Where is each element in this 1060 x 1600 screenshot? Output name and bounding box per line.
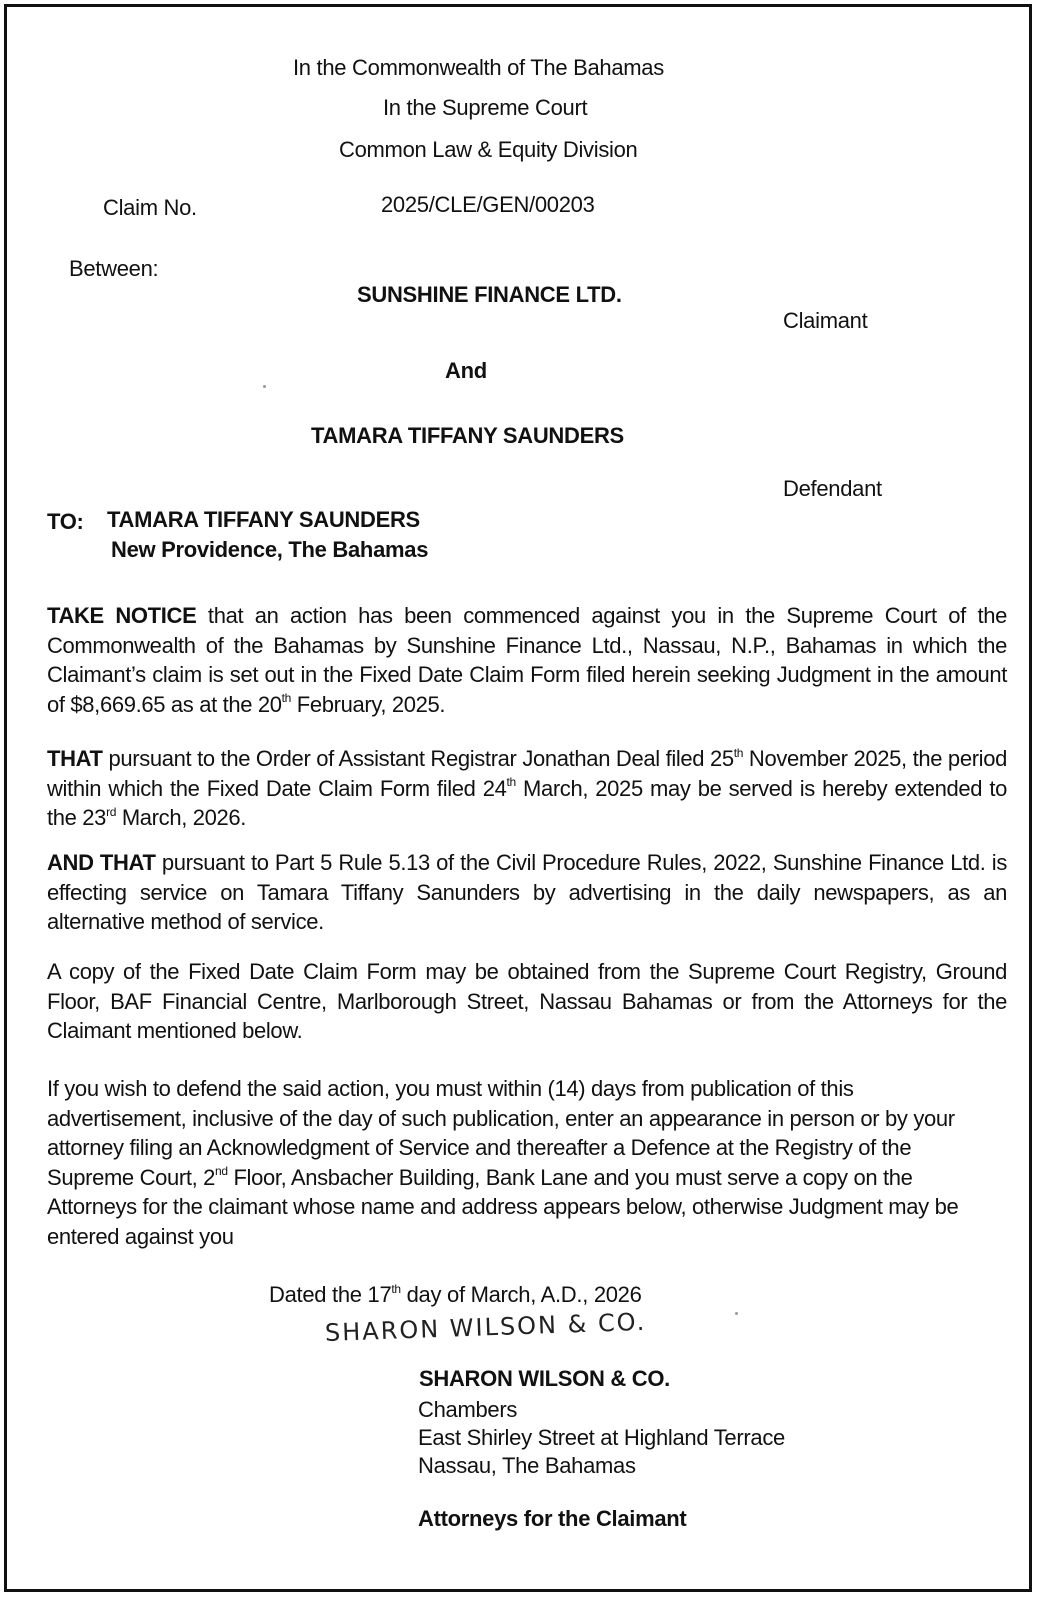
defend-action-paragraph [47,1074,977,1251]
ordinal-suffix: th [391,1281,401,1296]
ordinal-suffix: rd [106,804,117,819]
that-text-b: November 2025, the period within which the Fixed Date Claim Form filed 24 [47,746,1007,801]
ordinal-suffix: th [506,775,516,790]
copy-availability-paragraph: A copy of the Fixed Date Claim Form may be obtained from the Supreme Court Registry, Ground Floor, BAF Financial Centre, Marlborough Street, Nassau Bahamas or from the Attorneys for the Claimant mentioned below. [47,959,1007,1043]
that-lead: THAT [47,746,103,771]
ordinal-suffix: th [281,691,291,706]
claim-number-value: 2025/CLE/GEN/00203 [381,192,595,217]
take-notice-lead: TAKE NOTICE [47,603,197,628]
claim-number-label: Claim No. [103,195,197,220]
dated-text-b: day of March, A.D., 2026 [400,1282,642,1307]
to-label: TO: [47,509,84,534]
defend-text-b: Floor, Ansbacher Building, Bank Lane and you must serve a copy on the Attorneys for the claimant whose name and address appears below, otherwise Judgment may be entered against you [47,1164,959,1249]
court-header-line-1: In the Commonwealth of The Bahamas [293,55,664,80]
scan-speck [263,385,266,388]
attorneys-role: Attorneys for the Claimant [418,1506,687,1531]
legal-notice-page [4,4,1032,1592]
defendant-name: TAMARA TIFFANY SAUNDERS [311,423,624,448]
firm-address-line-3: Nassau, The Bahamas [418,1453,636,1478]
and-label: And [445,358,487,383]
scan-speck [735,1312,738,1315]
and-that-lead: AND THAT [47,850,156,875]
court-header-line-2: In the Supreme Court [383,95,588,120]
that-text-a: pursuant to the Order of Assistant Registrar Jonathan Deal filed 25 [102,746,734,771]
and-that-text: pursuant to Part 5 Rule 5.13 of the Civil Procedure Rules, 2022, Sunshine Finance Ltd. is effecting service on Tamara Tiffany Sanunders by advertising in the daily newspapers, as an alternative method of service. [47,850,1007,934]
claimant-name: SUNSHINE FINANCE LTD. [357,282,622,307]
ordinal-suffix: nd [215,1164,228,1179]
firm-name: SHARON WILSON & CO. [419,1366,670,1391]
take-notice-text: that an action has been commenced against you in the Supreme Court of the Commonwealth of the Bahamas by Sunshine Finance Ltd., Nassau, N.P., Bahamas in which the Claimant’s claim is set out in the Fixed Date Claim Form filed herein seeking Judgment in the amount of $8,669.65 as at the 20 [47,603,1007,717]
defend-text-a: If you wish to defend the said action, you must within (14) days from publication of this advertisement, inclusive of the day of such publication, enter an appearance in person or by your attorney filing an Acknowledgment of Service and thereafter a Defence at the Registry of the Supreme Court, 2 [47,1076,955,1190]
addressee-name: TAMARA TIFFANY SAUNDERS [107,507,420,532]
take-notice-text-end: February, 2025. [290,691,446,717]
and-that-paragraph [47,848,1007,937]
court-header-line-3: Common Law & Equity Division [339,137,638,162]
addressee-location: New Providence, The Bahamas [111,537,429,562]
claimant-role: Claimant [783,308,868,333]
dated-line [269,1282,642,1308]
take-notice-paragraph [47,601,1007,719]
that-text-d: March, 2026. [116,805,247,830]
between-label: Between: [69,256,159,281]
ordinal-suffix: th [733,745,744,760]
that-paragraph [47,744,1007,833]
handwritten-signature: SHARON WILSON & CO. [324,1307,647,1347]
that-text-c: March, 2025 may be served is hereby extended to the 23 [47,775,1007,830]
firm-address-line-2: East Shirley Street at Highland Terrace [418,1425,785,1450]
defendant-role: Defendant [783,476,882,501]
dated-text-a: Dated the 17 [269,1282,392,1307]
firm-address-line-1: Chambers [418,1397,518,1422]
